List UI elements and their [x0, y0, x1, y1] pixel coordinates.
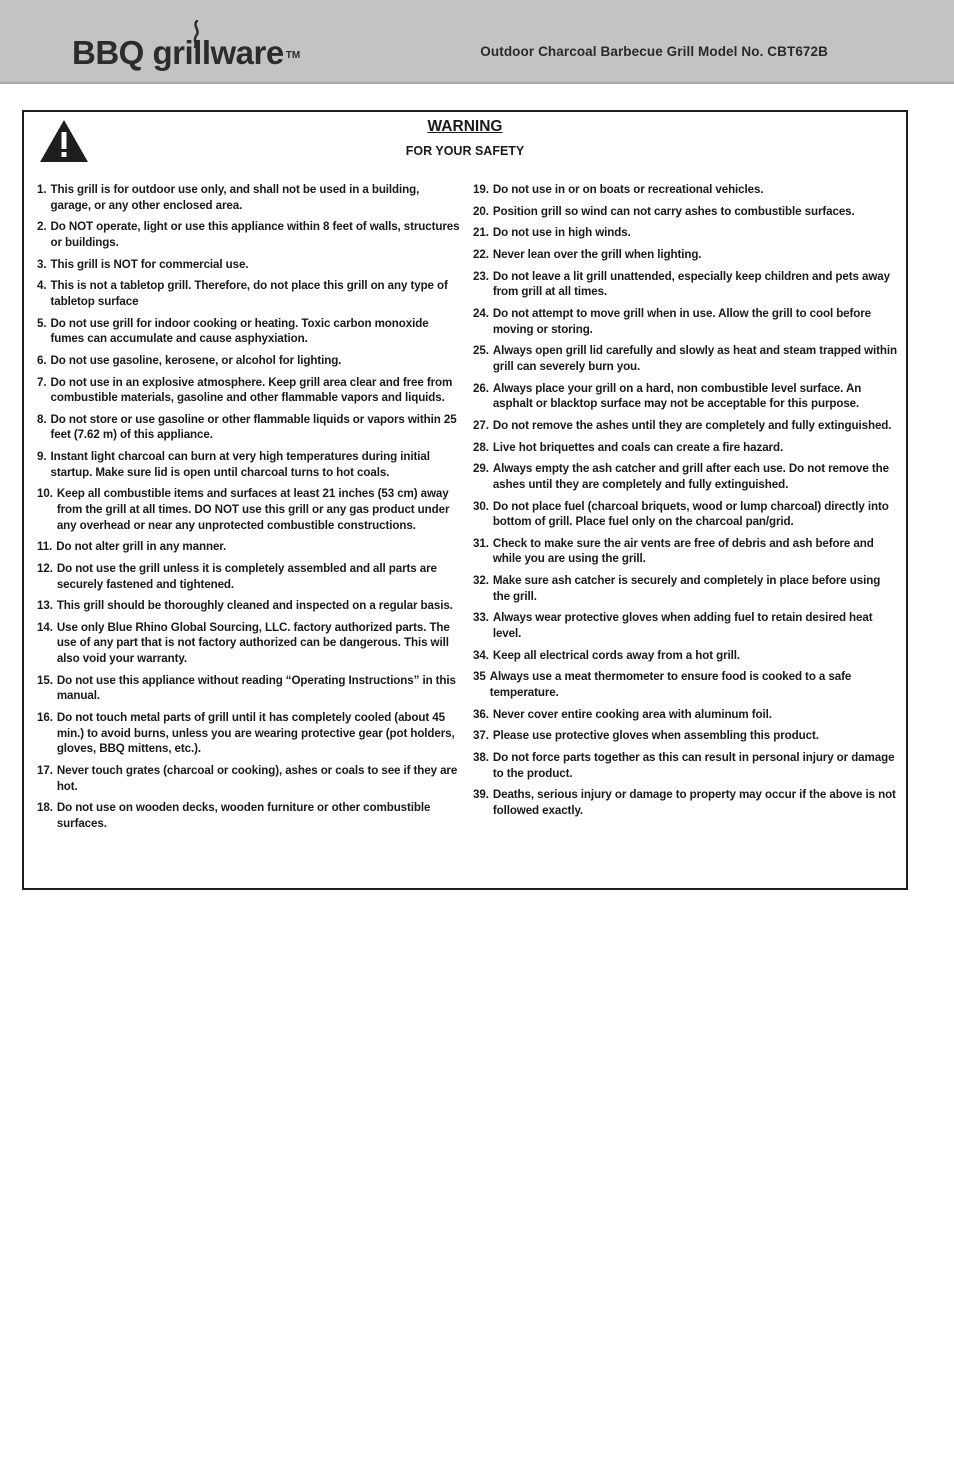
document-title: Outdoor Charcoal Barbecue Grill Model No. CBT672B: [480, 44, 828, 59]
safety-rule-item: [37, 257, 461, 273]
safety-rule-item: [37, 561, 461, 592]
page-header: [0, 0, 954, 84]
rule-number: 4.: [37, 279, 47, 293]
safety-warning-panel: [22, 110, 908, 890]
safety-rule-item: [473, 536, 897, 567]
safety-rule-item: [473, 499, 897, 530]
safety-rule-item: [37, 316, 461, 347]
rule-number: 25.: [473, 344, 489, 358]
rule-text: Do not touch metal parts of grill until it has completely cooled (about 45 min.) to avoid burns, unless you are wearing protective gear (pot holders, gloves, BBQ mittens, etc.).: [56, 711, 455, 756]
safety-rule-item: [37, 710, 461, 757]
rule-text: Always wear protective gloves when adding fuel to retain desired heat level.: [492, 611, 873, 640]
rule-text: Do not use in high winds.: [492, 226, 631, 240]
rules-right-column: [473, 182, 897, 825]
safety-rule-item: [473, 182, 897, 198]
rule-number: 20.: [473, 204, 489, 218]
rule-text: Do NOT operate, light or use this appliance within 8 feet of walls, structures or buildings.: [50, 220, 460, 249]
safety-rule-item: [473, 247, 897, 263]
safety-rule-item: [473, 707, 897, 723]
safety-rule-item: [473, 440, 897, 456]
safety-rule-item: [37, 598, 461, 614]
rule-text: Do not use gasoline, kerosene, or alcohol for lighting.: [50, 353, 342, 367]
rule-number: 37.: [473, 729, 489, 743]
rule-text: Please use protective gloves when assembling this product.: [492, 729, 819, 743]
safety-rule-item: [473, 787, 897, 818]
safety-rule-item: [37, 449, 461, 480]
rule-number: 16.: [37, 711, 53, 725]
rule-text: Check to make sure the air vents are free of debris and ash before and while you are using the grill.: [492, 536, 874, 566]
safety-rule-item: [37, 412, 461, 443]
safety-rule-item: [37, 219, 461, 250]
rule-text: This grill should be thoroughly cleaned and inspected on a regular basis.: [56, 599, 453, 613]
rule-text: This grill is for outdoor use only, and shall not be used in a building, garage, or any other enclosed area.: [50, 183, 420, 212]
safety-rule-item: [473, 573, 897, 604]
rule-text: Deaths, serious injury or damage to property may occur if the above is not followed exactly.: [492, 788, 896, 817]
rule-number: 3.: [37, 257, 47, 271]
logo-trademark: TM: [285, 50, 301, 61]
rule-number: 5.: [37, 316, 47, 330]
rule-number: 32.: [473, 574, 489, 588]
rule-text: Do not store or use gasoline or other flammable liquids or vapors within 25 feet (7.62 m) of this appliance.: [50, 412, 457, 442]
rule-text: Keep all electrical cords away from a hot grill.: [492, 648, 740, 662]
rule-number: 13.: [37, 599, 53, 613]
rule-number: 35: [473, 670, 486, 684]
safety-rule-item: [37, 620, 461, 667]
rule-text: Do not remove the ashes until they are completely and fully extinguished.: [492, 418, 892, 432]
rule-text: Do not use on wooden decks, wooden furniture or other combustible surfaces.: [56, 801, 431, 830]
rule-number: 12.: [37, 561, 53, 575]
safety-rule-item: [37, 353, 461, 369]
warning-title: WARNING: [427, 118, 503, 135]
rule-text: Never touch grates (charcoal or cooking), ashes or coals to see if they are hot.: [56, 763, 458, 793]
rule-text: Never lean over the grill when lighting.: [492, 248, 702, 262]
safety-rule-item: [473, 343, 897, 374]
rule-number: 11.: [37, 540, 53, 554]
rule-number: 7.: [37, 375, 47, 389]
rule-number: 36.: [473, 707, 489, 721]
rule-text: Do not use in or on boats or recreational vehicles.: [492, 183, 764, 196]
rule-number: 30.: [473, 499, 489, 513]
safety-rule-item: [473, 461, 897, 492]
rule-text: This grill is NOT for commercial use.: [50, 257, 249, 271]
rule-text: Do not place fuel (charcoal briquets, wood or lump charcoal) directly into bottom of grill. Place fuel only on the charcoal pan/grid.: [492, 499, 889, 529]
safety-rule-item: [473, 750, 897, 781]
warning-subtitle: FOR YOUR SAFETY: [405, 144, 525, 158]
rule-number: 8.: [37, 412, 47, 426]
rule-text: Keep all combustible items and surfaces at least 21 inches (53 cm) away from the grill at all times. DO NOT use this grill or any gas product under any overhead or near any unprotected combustible constructions.: [56, 487, 450, 532]
rule-number: 22.: [473, 248, 489, 262]
rule-text: Do not leave a lit grill unattended, especially keep children and pets away from grill at all times.: [492, 269, 890, 299]
rule-number: 23.: [473, 269, 489, 283]
rule-number: 38.: [473, 751, 489, 764]
rule-number: 2.: [37, 220, 47, 234]
rule-number: 6.: [37, 353, 47, 367]
rule-text: Do not force parts together as this can result in personal injury or damage to the product.: [492, 751, 895, 780]
safety-rule-item: [473, 610, 897, 641]
rule-text: Instant light charcoal can burn at very high temperatures during initial startup. Make sure lid is open until charcoal turns to hot coals.: [50, 450, 430, 479]
safety-rule-item: [473, 418, 897, 434]
rule-text: Do not use in an explosive atmosphere. Keep grill area clear and free from combustible materials, gasoline and other flammable vapors and liquids.: [50, 375, 453, 405]
rule-text: Always open grill lid carefully and slowly as heat and steam trapped within grill can severely burn you.: [492, 344, 898, 373]
logo-text: BBQ grillware: [72, 34, 284, 71]
rule-text: Never cover entire cooking area with aluminum foil.: [492, 707, 772, 721]
rules-left-column: [37, 182, 461, 837]
rule-text: Always use a meat thermometer to ensure food is cooked to a safe temperature.: [489, 670, 852, 699]
rule-text: Do not attempt to move grill when in use. Allow the grill to cool before moving or storing.: [492, 307, 872, 336]
safety-rule-item: [473, 648, 897, 664]
safety-rule-item: [37, 486, 461, 533]
rule-number: 19.: [473, 183, 489, 196]
safety-rule-item: [473, 204, 897, 220]
rule-number: 28.: [473, 440, 489, 454]
safety-rule-item: [37, 800, 461, 831]
flame-icon: [188, 20, 204, 48]
rule-number: 21.: [473, 226, 489, 240]
rule-number: 17.: [37, 763, 53, 777]
safety-rule-item: [37, 182, 461, 213]
safety-rule-item: [37, 278, 461, 309]
safety-rule-item: [473, 306, 897, 337]
rule-text: Do not alter grill in any manner.: [56, 540, 227, 554]
rule-number: 34.: [473, 648, 489, 662]
brand-logo: [72, 34, 300, 80]
safety-rule-item: [37, 763, 461, 794]
rule-number: 15.: [37, 673, 53, 687]
rule-number: 9.: [37, 450, 47, 464]
rule-text: Do not use this appliance without reading “Operating Instructions” in this manual.: [56, 673, 456, 703]
rule-number: 29.: [473, 462, 489, 476]
rule-text: Do not use the grill unless it is completely assembled and all parts are securely fastened and tightened.: [56, 561, 437, 591]
rule-number: 27.: [473, 418, 489, 432]
rule-text: Always empty the ash catcher and grill after each use. Do not remove the ashes until they are completely and fully extinguished.: [492, 462, 889, 491]
rule-text: Do not use grill for indoor cooking or heating. Toxic carbon monoxide fumes can accumulate and cause asphyxiation.: [50, 316, 429, 346]
rule-number: 26.: [473, 381, 489, 395]
rule-text: Position grill so wind can not carry ashes to combustible surfaces.: [492, 204, 855, 218]
rule-number: 10.: [37, 487, 53, 501]
safety-rule-item: [37, 673, 461, 704]
rule-number: 18.: [37, 801, 53, 815]
rule-text: This is not a tabletop grill. Therefore, do not place this grill on any type of tabletop surface: [50, 279, 448, 308]
safety-rule-item: [473, 728, 897, 744]
safety-rule-item: [473, 381, 897, 412]
rule-text: Make sure ash catcher is securely and completely in place before using the grill.: [492, 574, 881, 603]
rule-text: Use only Blue Rhino Global Sourcing, LLC. factory authorized parts. The use of any part that is not factory authorized can be dangerous. This will also void your warranty.: [56, 620, 450, 666]
rule-number: 14.: [37, 620, 53, 634]
rule-number: 39.: [473, 788, 489, 802]
rule-number: 24.: [473, 307, 489, 321]
rule-number: 31.: [473, 536, 489, 550]
rule-text: Always place your grill on a hard, non combustible level surface. An asphalt or blacktop surface may not be acceptable for this purpose.: [492, 381, 862, 411]
rule-text: Live hot briquettes and coals can create a fire hazard.: [492, 440, 784, 454]
rule-number: 1.: [37, 183, 47, 196]
safety-rule-item: [37, 539, 461, 555]
rule-number: 33.: [473, 611, 489, 625]
safety-rule-item: [473, 225, 897, 241]
safety-rule-item: [37, 375, 461, 406]
safety-rule-item: [473, 269, 897, 300]
safety-rule-item: [473, 669, 897, 700]
